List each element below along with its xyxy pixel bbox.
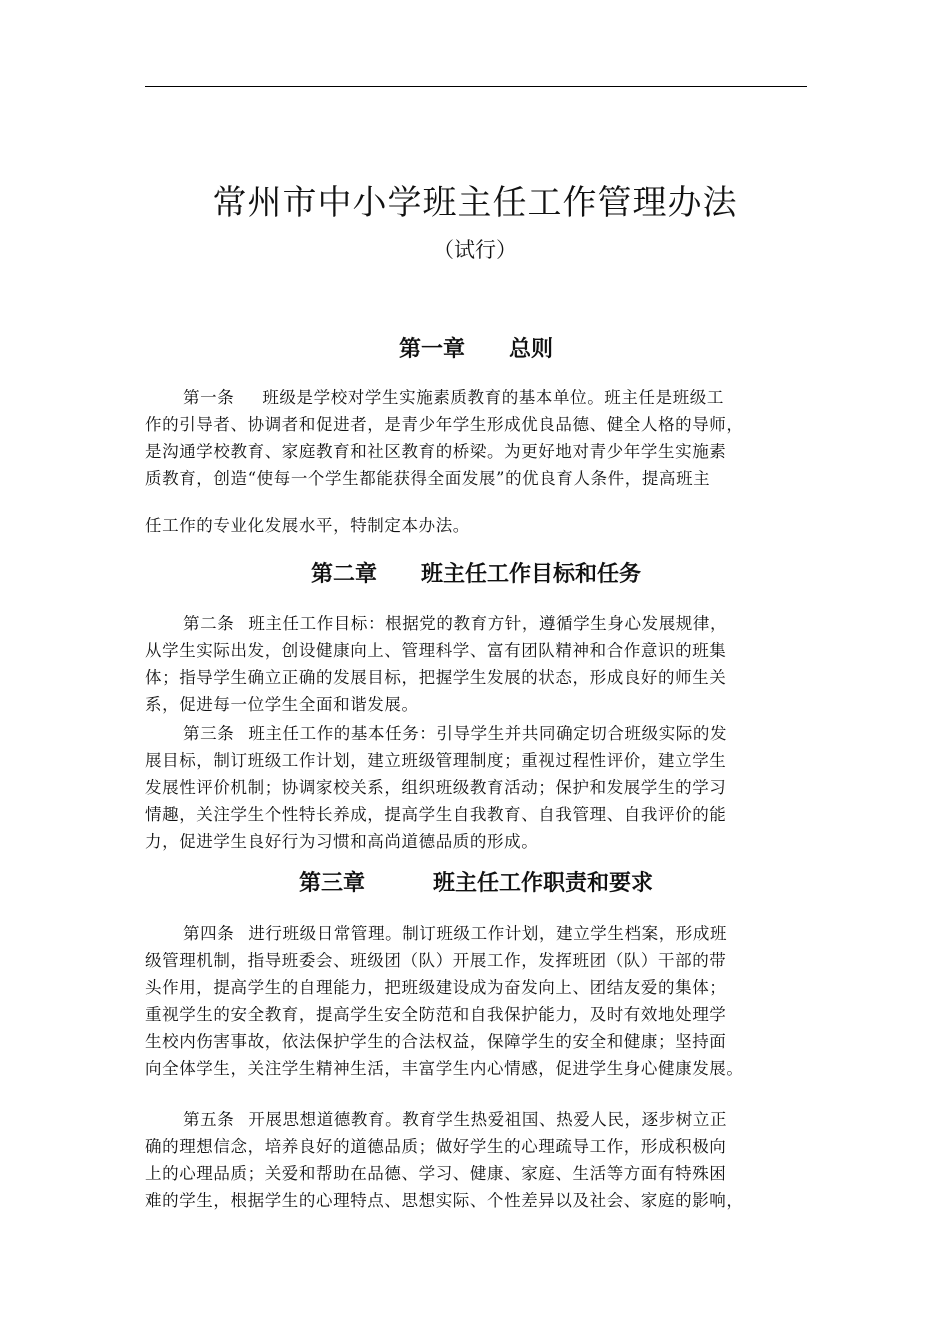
- article-5: [145, 1106, 813, 1214]
- article-label: 第五条: [183, 1110, 235, 1129]
- article-line: 难的学生，根据学生的心理特点、思想实际、个性差异以及社会、家庭的影响，: [145, 1191, 744, 1210]
- article-line: 上的心理品质；关爱和帮助在品德、学习、健康、家庭、生活等方面有特殊困: [145, 1164, 727, 1183]
- document-subtitle: （试行）: [433, 238, 517, 262]
- article-label: 第一条: [183, 388, 235, 407]
- article-line: 班主任工作目标：根据党的教育方针，遵循学生身心发展规律，: [248, 614, 728, 633]
- article-line: 从学生实际出发，创设健康向上、管理科学、富有团队精神和合作意识的班集: [145, 641, 727, 660]
- article-line: 重视学生的安全教育，提高学生安全防范和自我保护能力，及时有效地处理学: [145, 1005, 727, 1024]
- article-line: 生校内伤害事故，依法保护学生的合法权益，保障学生的安全和健康；坚持面: [145, 1032, 727, 1051]
- chapter-number: 第二章: [310, 562, 377, 587]
- article-label: 第四条: [183, 924, 235, 943]
- article-line: 班级是学校对学生实施素质教育的基本单位。班主任是班级工: [262, 388, 725, 407]
- chapter-name: 班主任工作职责和要求: [433, 871, 654, 896]
- article-line: 班主任工作的基本任务：引导学生并共同确定切合班级实际的发: [248, 724, 728, 743]
- article-1: [145, 384, 813, 539]
- article-line: 是沟通学校教育、家庭教育和社区教育的桥梁。为更好地对青少年学生实施素: [145, 442, 727, 461]
- article-line: 力，促进学生良好行为习惯和高尚道德品质的形成。: [145, 832, 539, 851]
- chapter-number: 第三章: [298, 871, 365, 896]
- article-line: 任工作的专业化发展水平，特制定本办法。: [145, 516, 470, 535]
- chapter-heading-2: [145, 559, 807, 591]
- article-line: 系，促进每一位学生全面和谐发展。: [145, 695, 419, 714]
- article-line: 质教育，创造“使每一个学生都能获得全面发展”的优良育人条件，提高班主: [145, 469, 711, 488]
- article-3: [145, 720, 813, 855]
- article-label: 第三条: [183, 724, 235, 743]
- chapter-name: 班主任工作目标和任务: [421, 562, 642, 587]
- article-label: 第二条: [183, 614, 235, 633]
- article-line: 发展性评价机制；协调家校关系，组织班级教育活动；保护和发展学生的学习: [145, 778, 727, 797]
- chapter-heading-3: [145, 868, 807, 900]
- article-2: [145, 610, 813, 718]
- article-line: 情趣，关注学生个性特长养成，提高学生自我教育、自我管理、自我评价的能: [145, 805, 727, 824]
- chapter-name: 总则: [509, 337, 554, 362]
- article-line: 展目标，制订班级工作计划，建立班级管理制度；重视过程性评价，建立学生: [145, 751, 727, 770]
- chapter-heading-1: [145, 334, 807, 366]
- header-rule: [145, 86, 807, 87]
- article-line: 级管理机制，指导班委会、班级团（队）开展工作，发挥班团（队）干部的带: [145, 951, 727, 970]
- article-line: 开展思想道德教育。教育学生热爱祖国、热爱人民，逐步树立正: [248, 1110, 728, 1129]
- article-line: 头作用，提高学生的自理能力，把班级建设成为奋发向上、团结友爱的集体；: [145, 978, 727, 997]
- document-title: 常州市中小学班主任工作管理办法: [212, 183, 738, 223]
- article-line: 确的理想信念，培养良好的道德品质；做好学生的心理疏导工作，形成积极向: [145, 1137, 727, 1156]
- article-line: 作的引导者、协调者和促进者，是青少年学生形成优良品德、健全人格的导师，: [145, 415, 744, 434]
- chapter-number: 第一章: [398, 337, 465, 362]
- article-4: [145, 920, 813, 1082]
- article-line: 向全体学生，关注学生精神生活，丰富学生内心情感，促进学生身心健康发展。: [145, 1059, 744, 1078]
- article-line: 体；指导学生确立正确的发展目标，把握学生发展的状态，形成良好的师生关: [145, 668, 727, 687]
- article-line: 进行班级日常管理。制订班级工作计划，建立学生档案，形成班: [248, 924, 728, 943]
